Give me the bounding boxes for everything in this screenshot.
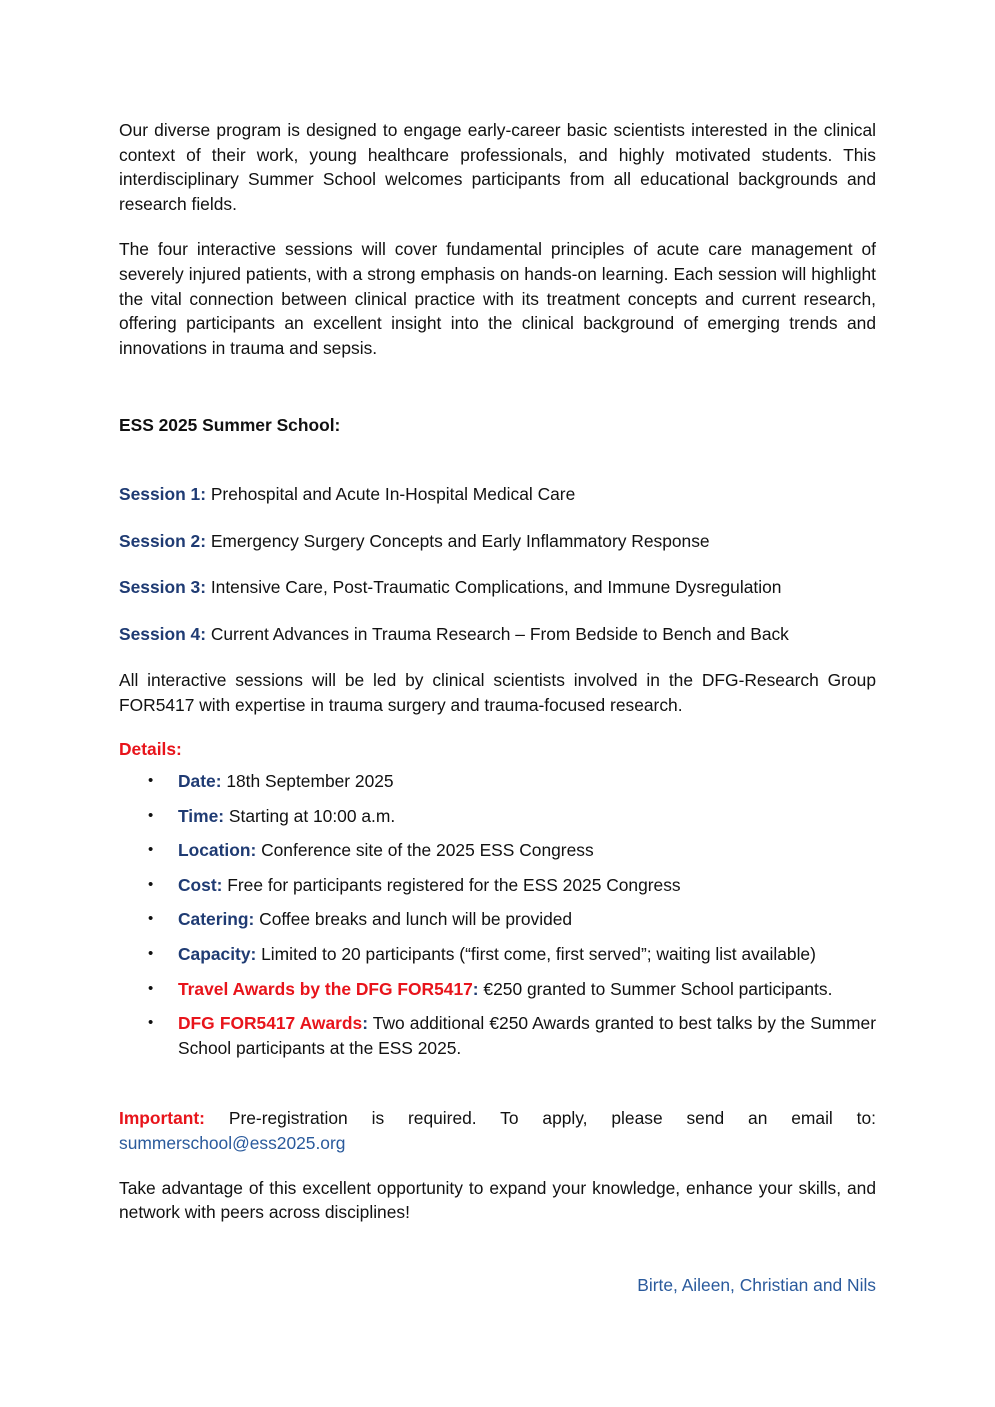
bullet-icon: • [148,806,154,824]
bullet-icon: • [148,1014,154,1032]
details-label: Catering: [178,909,255,930]
details-label: Time: [178,805,225,826]
session-item [119,575,876,600]
important-paragraph [119,1106,876,1155]
details-label: Travel Awards by the DFG FOR5417 [178,978,473,999]
details-item-travel-awards [119,977,876,1002]
summer-school-heading: ESS 2025 Summer School: [119,415,341,436]
bullet-icon: • [148,841,154,859]
important-text: Pre-registration is required. To apply, please send an email to: [204,1108,876,1129]
details-item-dfg-awards [119,1011,876,1060]
details-item-time [119,804,876,829]
details-label: Date: [178,771,222,792]
details-text: Free for participants registered for the ESS 2025 Congress [222,874,681,895]
details-list [119,769,876,1060]
bullet-icon: • [148,979,154,997]
bullet-icon: • [148,875,154,893]
details-text: Two additional €250 Awards granted to best talks by the Summer School participants at the ESS 2025. [178,1013,876,1058]
details-label: Location: [178,840,257,861]
bullet-icon: • [148,772,154,790]
session-label: Session 1: [119,483,206,504]
signature: Birte, Aileen, Christian and Nils [637,1274,876,1295]
details-label-colon: : [362,1013,368,1034]
session-label: Session 4: [119,623,206,644]
details-text: Coffee breaks and lunch will be provided [254,909,573,930]
session-text: Intensive Care, Post-Traumatic Complications, and Immune Dysregulation [206,577,782,598]
session-text: Prehospital and Acute In-Hospital Medical Care [206,483,576,504]
details-label: DFG FOR5417 Awards [178,1013,363,1034]
details-item-cost [119,873,876,898]
session-text: Emergency Surgery Concepts and Early Inflammatory Response [206,530,710,551]
closing-paragraph: Take advantage of this excellent opportunity to expand your knowledge, enhance your skills, and network with peers across disciplines! [119,1177,876,1223]
details-text: €250 granted to Summer School participants. [478,978,833,999]
session-text: Current Advances in Trauma Research – From Bedside to Bench and Back [206,623,789,644]
details-item-location [119,838,876,863]
document-body [119,118,876,1297]
details-item-capacity [119,942,876,967]
details-text: Starting at 10:00 a.m. [224,805,396,826]
session-item [119,529,876,554]
details-heading: Details: [119,738,182,759]
intro-paragraph-1: Our diverse program is designed to engage early-career basic scientists interested in the clinical context of their work, young healthcare professionals, and highly motivated students. This interdisciplinary Summer School welcomes participants from all educational backgrounds and research fields. [119,120,876,214]
session-item [119,482,876,507]
session-label: Session 3: [119,577,206,598]
details-item-catering [119,907,876,932]
details-item-date [119,769,876,794]
bullet-icon: • [148,910,154,928]
details-text: Limited to 20 participants (“first come, first served”; waiting list available) [256,944,816,965]
details-label-colon: : [472,978,479,999]
details-label: Cost: [178,874,223,895]
led-by-paragraph: All interactive sessions will be led by clinical scientists involved in the DFG-Research Group FOR5417 with expertise in trauma surgery and trauma-focused research. [119,670,876,715]
details-text: Conference site of the 2025 ESS Congress [256,840,594,861]
session-item [119,622,876,647]
bullet-icon: • [148,945,154,963]
details-text: 18th September 2025 [221,771,394,792]
contact-email-link[interactable]: summerschool@ess2025.org [119,1133,346,1154]
important-label: Important: [119,1108,205,1129]
session-label: Session 2: [119,530,206,551]
intro-paragraph-2: The four interactive sessions will cover fundamental principles of acute care management of severely injured patients, with a strong emphasis on hands-on learning. Each session will highlight the vital connection between clinical practice with its treatment concepts and current research, offering participants an excellent insight into the clinical background of emerging trends and innovations in trauma and sepsis. [119,239,876,358]
details-label: Capacity: [178,944,257,965]
